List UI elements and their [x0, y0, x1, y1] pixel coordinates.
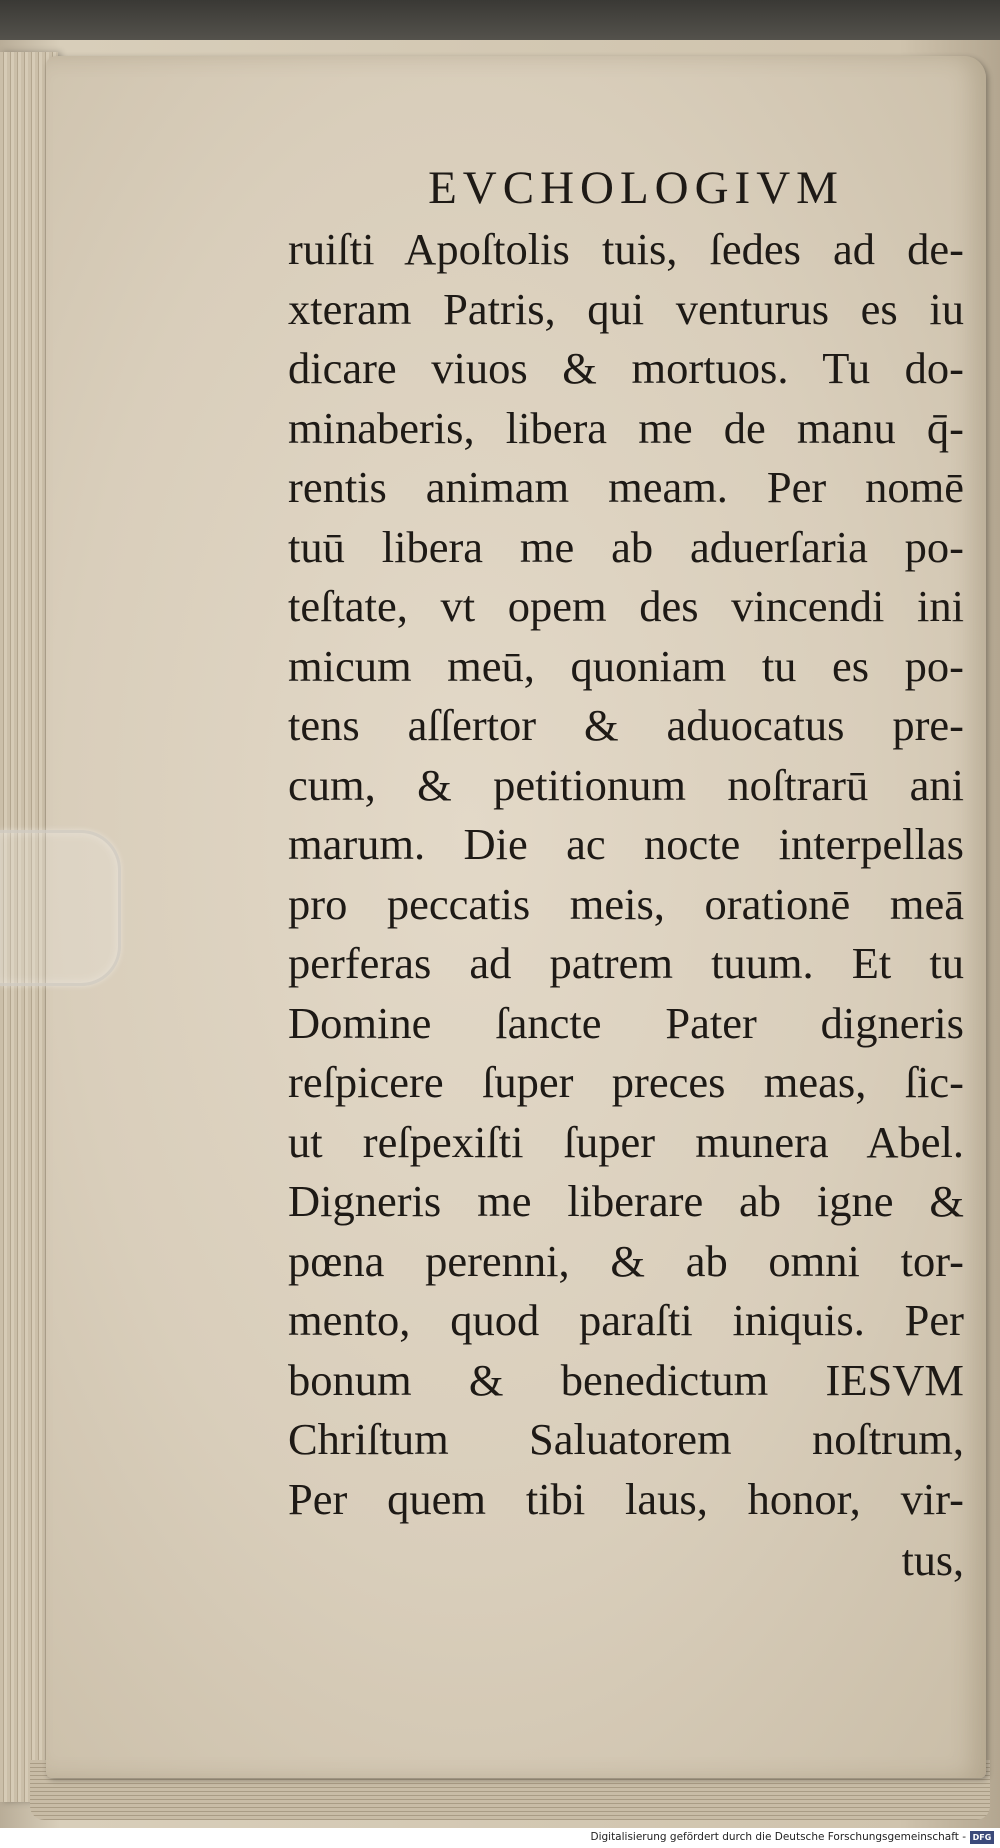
dfg-logo: DFG [970, 1831, 994, 1844]
text-line: mento, quod paraſti iniquis. Per [288, 1295, 964, 1345]
text-line: cum, & petitionum noſtrarū ani [288, 759, 964, 810]
page-text [288, 158, 964, 1590]
text-line: Domine ſancte Pater digneris [288, 997, 964, 1048]
text-line: pœna perenni, & ab omni tor- [288, 1235, 964, 1286]
text-lines [288, 220, 964, 1529]
text-line: rentis animam meam. Per nomē [288, 462, 964, 512]
footer-credit: Digitalisierung gefördert durch die Deutsche Forschungsgemeinschaft - [590, 1831, 966, 1843]
text-line: ut reſpexiſti ſuper munera Abel. [288, 1116, 964, 1167]
text-line: Chriſtum Saluatorem noſtrum, [288, 1414, 964, 1464]
running-head: EVCHOLOGIVM [428, 162, 844, 214]
text-line: teſtate, vt opem des vincendi ini [288, 581, 964, 631]
text-line: tens aſſertor & aduocatus pre- [288, 700, 964, 750]
text-line: Per quem tibi laus, honor, vir- [288, 1473, 964, 1524]
text-line: dicare viuos & mortuos. Tu do- [288, 343, 964, 393]
catchword: tus, [901, 1536, 964, 1585]
text-line: micum meū, quoniam tu es po- [288, 640, 964, 691]
text-line: ruiſti Apoſtolis tuis, ſedes ad de- [288, 224, 964, 274]
glass-page-clip [0, 830, 121, 986]
text-line: Digneris me liberare ab igne & [288, 1176, 964, 1226]
text-line: xteram Patris, qui venturus es iu [288, 283, 964, 334]
text-line: marum. Die ac nocte interpellas [288, 819, 964, 869]
text-line: tuū libera me ab aduerſaria po- [288, 521, 964, 572]
text-line: minaberis, libera me de manu q̄- [288, 402, 964, 453]
text-line: perferas ad patrem tuum. Et tu [288, 938, 964, 988]
text-line: bonum & benedictum IESVM [288, 1354, 964, 1405]
text-line: reſpicere ſuper preces meas, ſic- [288, 1057, 964, 1107]
text-line: pro peccatis meis, orationē meā [288, 878, 964, 929]
